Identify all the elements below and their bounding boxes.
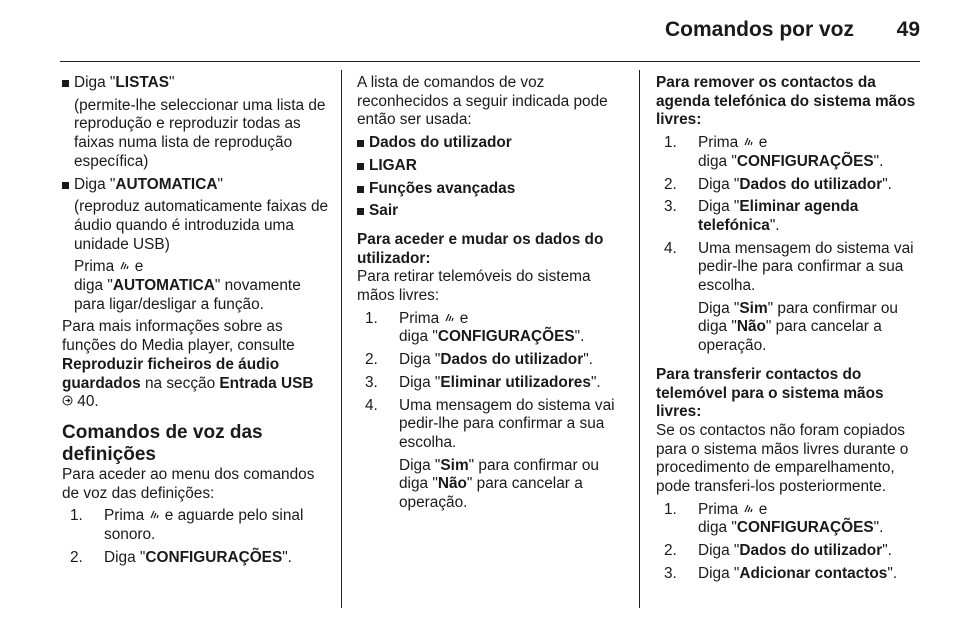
column-2: [357, 74, 627, 517]
step-3: 3. Diga "Adicionar contactos".: [664, 564, 898, 582]
column-divider: [639, 70, 640, 608]
step-2: 2. Diga "CONFIGURAÇÕES".: [70, 548, 292, 566]
step-2: 2. Diga "Dados do utilizador".: [664, 542, 892, 560]
description: (reproduz automaticamente faixas de áudio quando é introduzida uma unidade USB): [74, 198, 329, 253]
intro-text: Para retirar telemóveis do sistema mãos livres:: [357, 268, 591, 305]
list-item: Sair: [357, 202, 627, 221]
step-3: 3. Diga "Eliminar agenda telefónica".: [664, 198, 859, 234]
voice-button-icon: [443, 311, 455, 323]
list-item: Funções avançadas: [357, 180, 627, 199]
intro-text: A lista de comandos de voz reconhecidos a seguir indicada pode então ser usada:: [357, 74, 608, 129]
subsection-heading: Para remover os contactos da agenda telefónica do sistema mãos livres:: [656, 74, 916, 129]
command-listas: LISTAS: [115, 74, 169, 91]
bullet-listas: Diga "LISTAS": [62, 74, 332, 93]
voice-button-icon: [742, 135, 754, 147]
step-1: 1. Prima e diga "CONFIGURAÇÕES".: [664, 500, 884, 537]
header-rule: [60, 61, 920, 62]
section-reference: Entrada USB: [219, 374, 314, 392]
step-4: 4. Uma mensagem do sistema vai pedir-lhe para confirmar a sua escolha. Diga "Sim" para confirmar ou diga "Não" para cancelar a operação.: [365, 396, 615, 512]
step-1: 1. Prima e diga "CONFIGURAÇÕES".: [365, 309, 585, 346]
column-divider: [341, 70, 342, 608]
intro-text: Para aceder ao menu dos comandos de voz das definições:: [62, 465, 315, 502]
page-title: Comandos por voz: [664, 18, 854, 41]
step-1: 1. Prima e diga "CONFIGURAÇÕES".: [664, 134, 884, 170]
subsection-heading: Para aceder e mudar os dados do utilizador:: [357, 230, 604, 267]
bullet-automatica: Diga "AUTOMATICA": [62, 176, 332, 195]
column-1: [62, 74, 332, 571]
subsection-heading: Para transferir contactos do telemóvel para o sistema mãos livres:: [656, 365, 884, 421]
voice-button-icon: [742, 502, 754, 514]
reference-paragraph: Para mais informações sobre as funções do Media player, consulte Reproduzir ficheiros de áudio guardados na secção Entrada USB 40.: [62, 318, 314, 411]
column-3: [656, 74, 926, 588]
page-header: [0, 0, 960, 62]
page-number: 49: [896, 18, 920, 41]
step-1: 1. Prima e aguarde pelo sinal sonoro.: [70, 507, 304, 544]
intro-text: Se os contactos não foram copiados para o sistema mãos livres durante o procedimento de emparelhamento, pode transferi-los posteriormente.: [656, 421, 909, 496]
section-heading: Comandos de voz das definições: [62, 421, 263, 465]
voice-button-icon: [118, 259, 130, 271]
voice-button-icon: [148, 508, 160, 520]
step-4: 4. Uma mensagem do sistema vai pedir-lhe para confirmar a sua escolha. Diga "Sim" para confirmar ou diga "Não" para cancelar a operação.: [664, 239, 914, 355]
instruction: Prima e diga "AUTOMATICA" novamente para ligar/desligar a função.: [74, 258, 301, 313]
reference-link: Reproduzir ficheiros de áudio guardados: [62, 355, 280, 392]
list-item: LIGAR: [357, 157, 627, 176]
list-item: Dados do utilizador: [357, 134, 627, 153]
description: (permite-lhe seleccionar uma lista de reprodução e reproduzir todas as faixas numa lista de reprodução específica): [74, 96, 326, 170]
step-2: 2. Diga "Dados do utilizador".: [365, 351, 593, 369]
command-automatica: AUTOMATICA: [115, 175, 218, 193]
step-2: 2. Diga "Dados do utilizador".: [664, 175, 892, 193]
step-3: 3. Diga "Eliminar utilizadores".: [365, 373, 601, 391]
page-reference-arrow-icon: [62, 395, 73, 406]
